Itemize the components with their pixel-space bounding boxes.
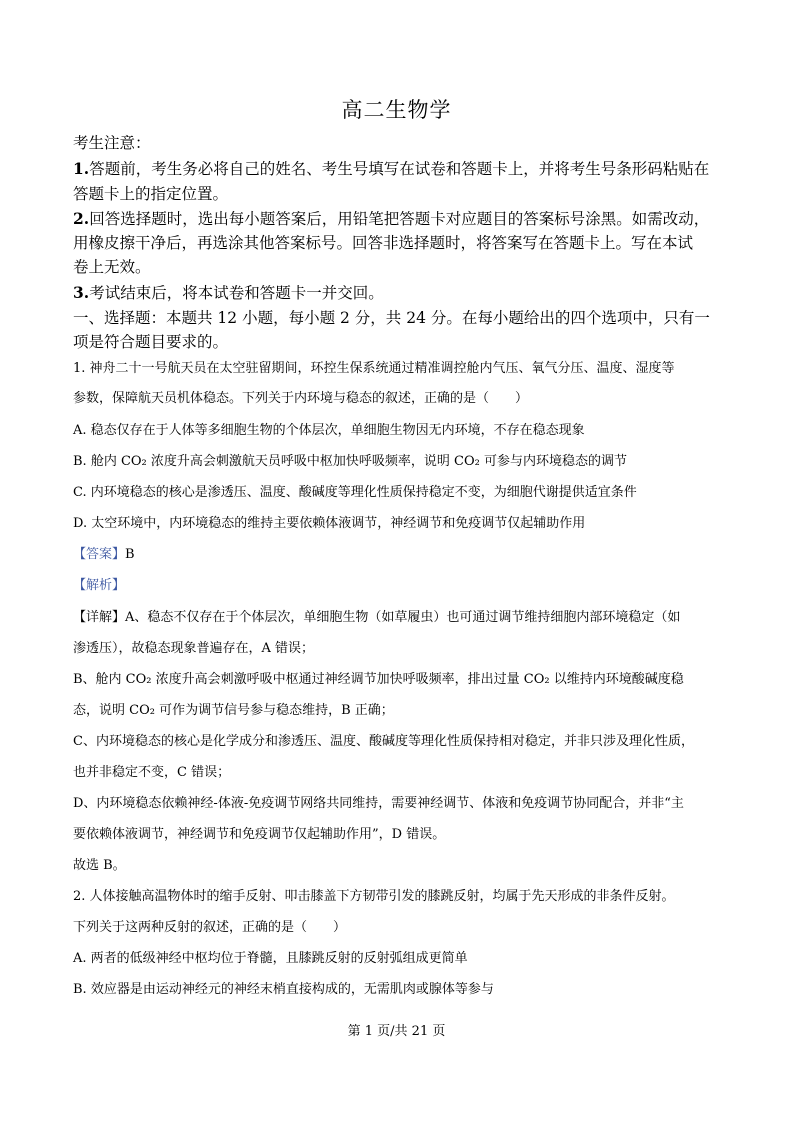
notice-heading: 考生注意： bbox=[73, 134, 151, 152]
question-1-detail: C、内环境稳态的核心是化学成分和渗透压、温度、酸碱度等理化性质保持相对稳定，并非只涉及理化性质， bbox=[73, 734, 694, 749]
question-1-detail: 【详解】A、稳态不仅存在于个体层次，单细胞生物（如草履虫）也可通过调节维持细胞内部环境稳定（如 bbox=[73, 610, 681, 625]
notice-item-2 bbox=[73, 208, 723, 230]
question-1-option-a: A. 稳态仅存在于人体等多细胞生物的个体层次，单细胞生物因无内环境，不存在稳态现象 bbox=[73, 423, 585, 438]
question-1-detail: D、内环境稳态依赖神经-体液-免疫调节网络共同维持，需要神经调节、体液和免疫调节协同配合，并非“主 bbox=[73, 796, 684, 811]
question-1-conclusion: 故选 B。 bbox=[73, 858, 126, 873]
question-1-detail: 也并非稳定不变，C 错误； bbox=[73, 765, 231, 780]
question-1-detail: 要依赖体液调节，神经调节和免疫调节仅起辅助作用”，D 错误。 bbox=[73, 827, 446, 842]
question-1-analysis-label: 【解析】 bbox=[73, 578, 126, 593]
question-1-stem: 1. 神舟二十一号航天员在太空驻留期间，环控生保系统通过精准调控舱内气压、氧气分压、温度、湿度等 bbox=[73, 361, 675, 376]
notice-number: 1. bbox=[73, 159, 90, 178]
answer-value: B bbox=[125, 547, 135, 562]
question-1-stem-cont: 参数，保障航天员机体稳态。下列关于内环境与稳态的叙述，正确的是（ ） bbox=[73, 391, 529, 406]
question-1-detail: 渗透压），故稳态现象普遍存在，A 错误； bbox=[73, 641, 315, 656]
notice-number: 2. bbox=[73, 209, 90, 228]
question-1-option-b: B. 舱内 CO₂ 浓度升高会刺激航天员呼吸中枢加快呼吸频率，说明 CO₂ 可参与内环境稳态的调节 bbox=[73, 454, 627, 469]
question-2-option-b: B. 效应器是由运动神经元的神经末梢直接构成的，无需肌肉或腺体等参与 bbox=[73, 982, 494, 997]
question-2-stem-cont: 下列关于这两种反射的叙述，正确的是（ ） bbox=[73, 920, 347, 935]
answer-label: 【答案】 bbox=[73, 547, 126, 562]
notice-item-3 bbox=[73, 282, 723, 304]
notice-item-1 bbox=[73, 158, 723, 180]
question-1-option-d: D. 太空环境中，内环境稳态的维持主要依赖体液调节，神经调节和免疫调节仅起辅助作用 bbox=[73, 516, 586, 531]
notice-number: 3. bbox=[73, 283, 90, 302]
question-1-option-c: C. 内环境稳态的核心是渗透压、温度、酸碱度等理化性质保持稳定不变，为细胞代谢提供适宜条件 bbox=[73, 485, 637, 500]
notice-text: 答题前，考生务必将自己的姓名、考生号填写在试卷和答题卡上，并将考生号条形码粘贴在 bbox=[89, 160, 710, 178]
section-heading-cont: 项是符合题目要求的。 bbox=[73, 333, 229, 351]
page-number-footer: 第 1 页/共 21 页 bbox=[347, 1024, 446, 1039]
notice-text: 用橡皮擦干净后，再选涂其他答案标号。回答非选择题时，将答案写在答题卡上。写在本试 bbox=[73, 234, 694, 252]
page-title: 高二生物学 bbox=[341, 98, 452, 122]
notice-text: 答题卡上的指定位置。 bbox=[73, 185, 229, 203]
notice-text: 回答选择题时，选出每小题答案后，用铅笔把答题卡对应题目的答案标号涂黑。如需改动， bbox=[89, 210, 710, 228]
question-1-answer bbox=[73, 545, 723, 565]
question-2-option-a: A. 两者的低级神经中枢均位于脊髓，且膝跳反射的反射弧组成更简单 bbox=[73, 951, 468, 966]
notice-text: 考试结束后，将本试卷和答题卡一并交回。 bbox=[89, 284, 384, 302]
question-2-stem: 2. 人体接触高温物体时的缩手反射、叩击膝盖下方韧带引发的膝跳反射，均属于先天形成的非条件反射。 bbox=[73, 889, 675, 904]
section-heading: 一、选择题：本题共 12 小题，每小题 2 分，共 24 分。在每小题给出的四个选项中，只有一 bbox=[73, 309, 710, 327]
notice-text: 卷上无效。 bbox=[73, 258, 151, 276]
question-1-detail: 态，说明 CO₂ 可作为调节信号参与稳态维持，B 正确； bbox=[73, 703, 394, 718]
question-1-detail: B、舱内 CO₂ 浓度升高会刺激呼吸中枢通过神经调节加快呼吸频率，排出过量 CO₂ 以维持内环境酸碱度稳 bbox=[73, 672, 684, 687]
